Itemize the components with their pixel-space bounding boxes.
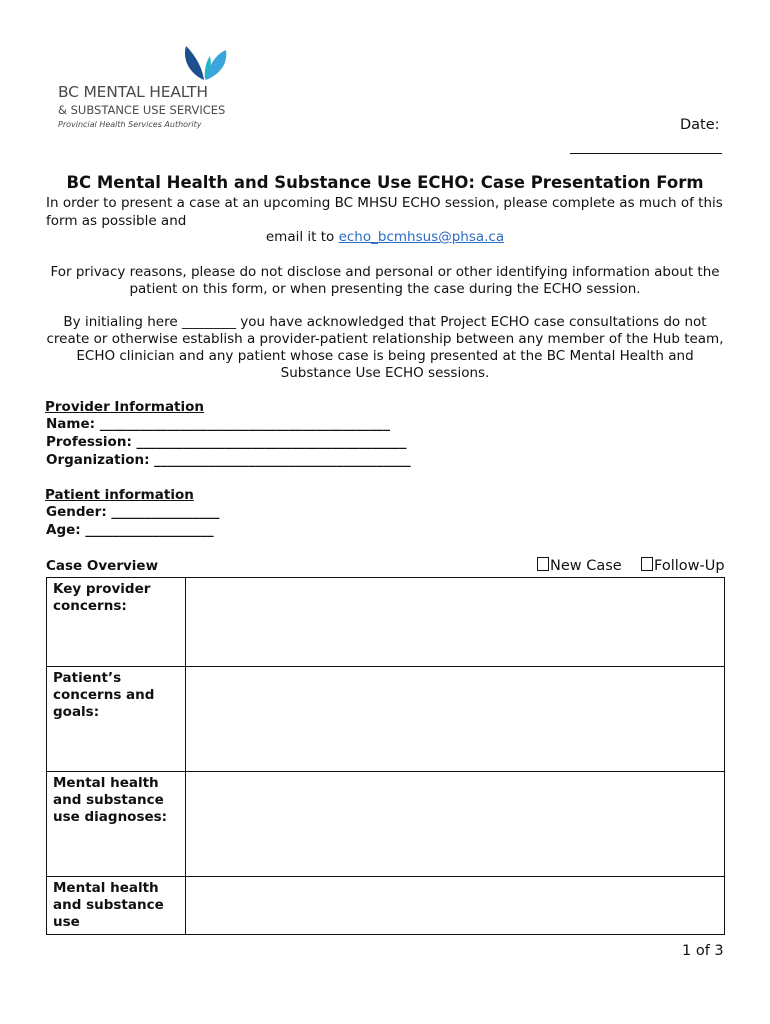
logo-line-3: Provincial Health Services Authority xyxy=(58,120,202,129)
page-number: 1 of 3 xyxy=(682,943,724,959)
substance-use-input[interactable] xyxy=(186,877,725,935)
email-line xyxy=(0,229,770,245)
butterfly-icon xyxy=(180,44,230,82)
case-overview-table xyxy=(46,577,725,935)
provider-heading: Provider Information xyxy=(45,399,205,415)
case-overview-label: Case Overview xyxy=(46,558,159,574)
email-link[interactable]: echo_bcmhsus@phsa.ca xyxy=(338,229,505,245)
row-label-patient-goals: Patient’s concerns and goals: xyxy=(47,667,186,772)
row-label-substance-use: Mental health and substance use xyxy=(47,877,186,935)
new-case-option[interactable] xyxy=(537,557,622,574)
organization-logo xyxy=(56,42,236,134)
patient-goals-input[interactable] xyxy=(186,667,725,772)
follow-up-checkbox[interactable] xyxy=(641,557,653,571)
date-label: Date: xyxy=(680,117,720,133)
provider-name-field[interactable]: Name: ___________________________________________ xyxy=(46,416,390,432)
logo-line-1: BC MENTAL HEALTH xyxy=(58,83,208,101)
new-case-label: New Case xyxy=(550,558,622,574)
date-field[interactable] xyxy=(570,153,722,154)
row-label-diagnoses: Mental health and substance use diagnoses: xyxy=(47,772,186,877)
provider-organization-field[interactable]: Organization: ______________________________________ xyxy=(46,452,411,468)
key-concerns-input[interactable] xyxy=(186,578,725,667)
patient-age-field[interactable]: Age: ___________________ xyxy=(46,522,214,538)
table-row xyxy=(47,772,725,877)
patient-heading: Patient information xyxy=(45,487,194,503)
new-case-checkbox[interactable] xyxy=(537,557,549,571)
email-prefix: email it to xyxy=(265,229,339,245)
page-title: BC Mental Health and Substance Use ECHO: Case Presentation Form xyxy=(66,173,704,192)
follow-up-label: Follow-Up xyxy=(654,558,725,574)
initial-notice: By initialing here ________ you have acknowledged that Project ECHO case consultations do not create or otherwise establish a provider-patient relationship between any member of the Hub team, ECHO clinician and any patient whose case is being presented at the BC Mental Health and Substance Use ECHO sessions. xyxy=(46,314,724,381)
table-row xyxy=(47,877,725,935)
diagnoses-input[interactable] xyxy=(186,772,725,877)
logo-line-2: & SUBSTANCE USE SERVICES xyxy=(58,103,226,117)
patient-gender-field[interactable]: Gender: ________________ xyxy=(46,504,220,520)
table-row xyxy=(47,578,725,667)
intro-text: In order to present a case at an upcoming BC MHSU ECHO session, please complete as much of this form as possible and xyxy=(46,195,723,229)
follow-up-option[interactable] xyxy=(641,557,725,574)
provider-profession-field[interactable]: Profession: ________________________________________ xyxy=(46,434,407,450)
table-row xyxy=(47,667,725,772)
privacy-notice: For privacy reasons, please do not disclose and personal or other identifying information about the patient on this form, or when presenting the case during the ECHO session. xyxy=(50,264,720,297)
row-label-key-concerns: Key provider concerns: xyxy=(47,578,186,667)
